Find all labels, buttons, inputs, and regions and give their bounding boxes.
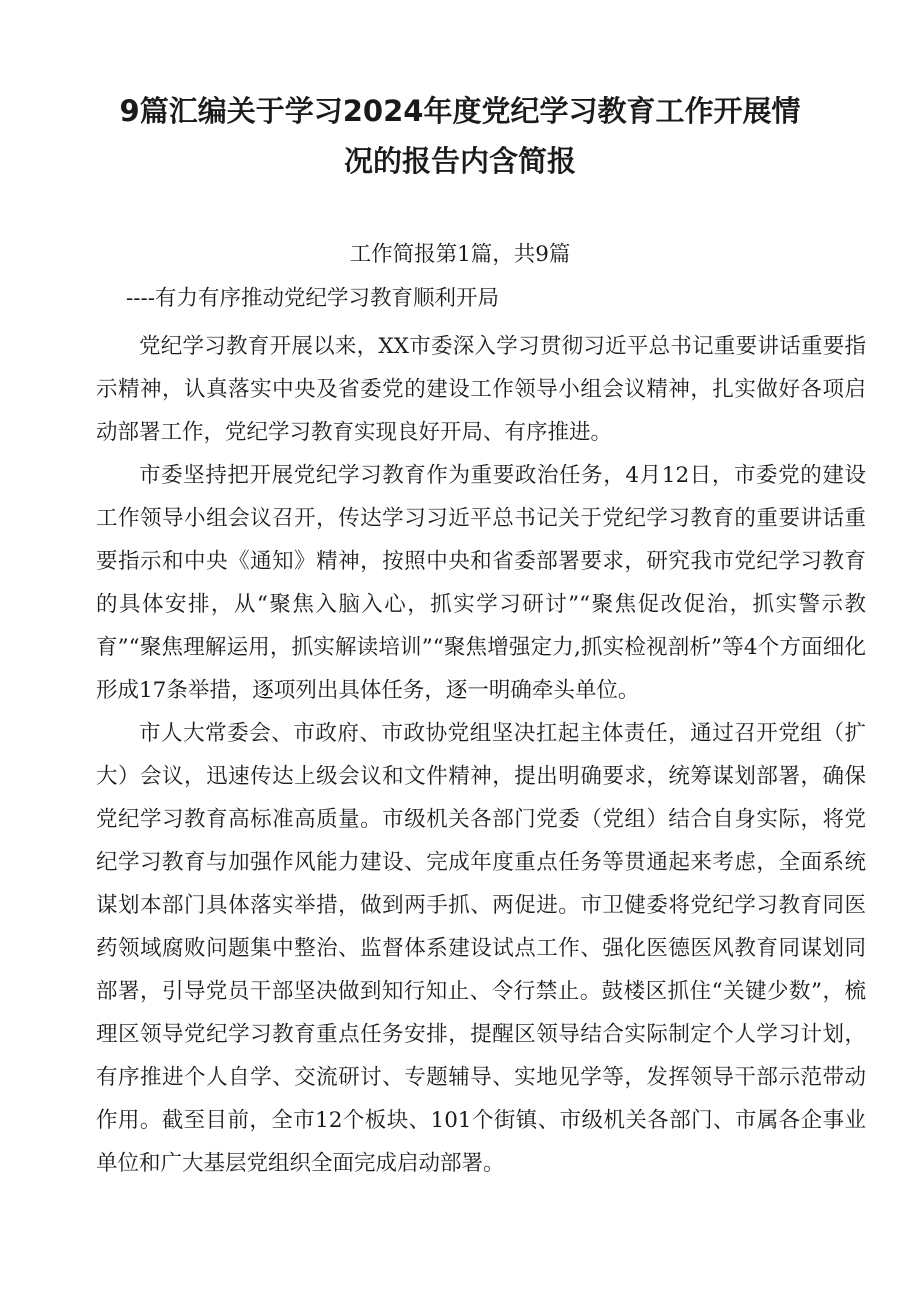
section-heading: 工作简报第1篇，共9篇 [349,242,571,267]
section-subtitle: ----有力有序推动党纪学习教育顺利开局 [126,286,500,311]
paragraph: 市人大常委会、市政府、市政协党组坚决扛起主体责任，通过召开党组（扩大）会议，迅速传达上级会议和文件精神，提出明确要求，统筹谋划部署，确保党纪学习教育高标准高质量。市级机关各部门党委（党组）结合自身实际，将党纪学习教育与加强作风能力建设、完成年度重点任务等贯通起来考虑，全面系统谋划本部门具体落实举措，做到两手抓、两促进。市卫健委将党纪学习教育同医药领域腐败问题集中整治、监督体系建设试点工作、强化医德医风教育同谋划同部署，引导党员干部坚决做到知行知止、令行禁止。鼓楼区抓住“关键少数”，梳理区领导党纪学习教育重点任务安排，提醒区领导结合实际制定个人学习计划，有序推进个人自学、交流研讨、专题辅导、实地见学等，发挥领导干部示范带动作用。截至目前，全市12个板块、101个街镇、市级机关各部门、市属各企事业单位和广大基层党组织全面完成启动部署。 [96,721,866,1176]
paragraph: 党纪学习教育开展以来，XX市委深入学习贯彻习近平总书记重要讲话重要指示精神，认真落实中央及省委党的建设工作领导小组会议精神，扎实做好各项启动部署工作，党纪学习教育实现良好开局、有序推进。 [96,334,866,445]
document-body [96,325,866,1185]
document-title [110,86,810,186]
paragraph: 市委坚持把开展党纪学习教育作为重要政治任务，4月12日，市委党的建设工作领导小组会议召开，传达学习习近平总书记关于党纪学习教育的重要讲话重要指示和中央《通知》精神，按照中央和省委部署要求，研究我市党纪学习教育的具体安排，从“聚焦入脑入心，抓实学习研讨”“聚焦促改促治，抓实警示教育”“聚焦理解运用，抓实解读培训”“聚焦增强定力,抓实检视剖析”等4个方面细化形成17条举措，逐项列出具体任务，逐一明确牵头单位。 [96,463,866,703]
title-line-1: 9篇汇编关于学习2024年度党纪学习教育工作开展情 [119,94,801,128]
title-line-2: 况的报告内含简报 [343,144,576,178]
